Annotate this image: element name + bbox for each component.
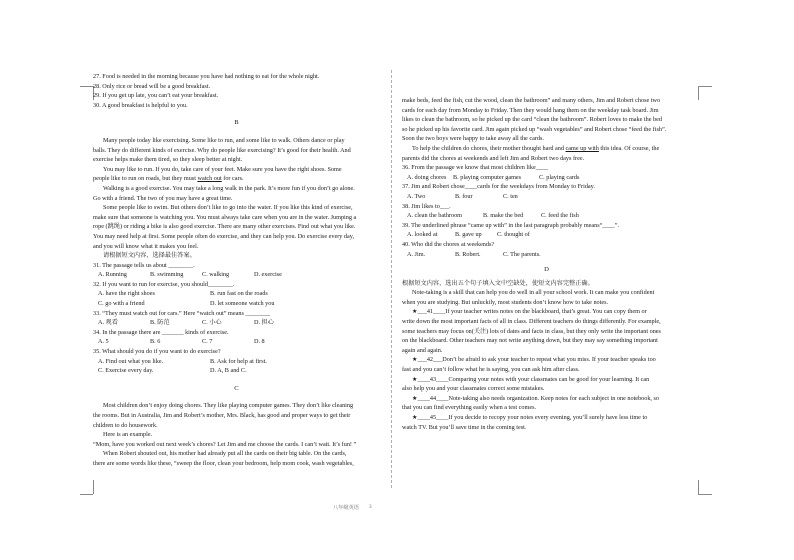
passage-line: fast and you can’t follow what he is saying, you can ask him after class. [402, 366, 580, 374]
passage-line: rope (跳绳) or riding a bike is also good exercise. There are many other exercises. Find out what you like. [93, 223, 356, 231]
passage-text: for cars. [221, 175, 244, 183]
passage-line: Most children don’t enjoy doing chores. They like playing computer games. They don’t like cleaning [103, 402, 354, 410]
question-38-options [402, 211, 691, 221]
underlined-phrase: watch out [197, 175, 222, 183]
question-38: 38. Jim likes to___. [402, 202, 451, 210]
option-c: C. playing cards [539, 173, 580, 181]
passage-line: Here is an example. [103, 431, 153, 439]
option-b: B. gave up [455, 231, 482, 239]
option-c: C. go with a friend [98, 300, 145, 308]
passage-text: people like to run on roads, but they must [93, 175, 198, 183]
option-b: B. Ask for help at first. [210, 357, 267, 365]
passage-line: cards for each day from Monday to Friday. Then they would hang them on the weekday task board. Jim [402, 106, 659, 114]
passage-line: there are some words like these, “sweep the floor, clean your bedroom, help mom cook, wash vegetables, [93, 459, 354, 467]
question-35-options [93, 357, 380, 367]
passage-line: make sure that someone is watching you. You must always take care when you are in the water. Jumping a [93, 213, 357, 221]
option-a: A. 5 [98, 338, 109, 346]
question-35: 35. What should you do if you want to do exercise? [93, 348, 221, 356]
option-c: C. 7 [202, 338, 213, 346]
option-d: D. A, B and C. [210, 367, 247, 375]
question-33-options [93, 318, 380, 328]
blank-42: ★___42___Don’t be afraid to ask your teacher to repeat what you miss. If your teacher speaks too [412, 356, 656, 364]
passage-c-continued [402, 96, 691, 163]
option-d: D. 8 [254, 338, 265, 346]
passage-line: write down the most important facts of all in class. Different teachers do things differently. For example, [402, 318, 661, 326]
passage-line: that you can find everything easily when a test comes. [402, 404, 537, 412]
option-c: C. The parents. [503, 250, 541, 258]
passage-line: You may like to run. If you do, take care of your feet. Make sure you have the right shoes. Some [103, 165, 342, 173]
option-c: C. thought of [497, 231, 530, 239]
passage-line: Note-taking is a skill that can help you do well in all your school work. It can make you confident [412, 289, 655, 297]
option-a: A. have the right shoes [98, 290, 155, 298]
question-32: 32. If you want to run for exercise, you should________. [93, 280, 235, 288]
question-35-options [93, 366, 380, 376]
question-29: 29. If you get up late, you can’t eat your breakfast. [93, 92, 219, 100]
crop-mark [80, 86, 93, 87]
question-31-options [93, 270, 380, 280]
question-31: 31. The passage tells us about ________. [93, 261, 195, 269]
option-d: D. exercise [254, 271, 282, 279]
crop-mark [698, 480, 699, 494]
option-b: B. swimming [150, 271, 184, 279]
passage-line [93, 174, 380, 184]
section-d-instructions: 根据短文内容，选出五个句子填入文中空缺处，使短文内容完整正确。 [402, 279, 594, 287]
option-c: C. feed the fish [541, 212, 579, 220]
question-36: 36. From the passage we know that most children like____ [402, 164, 549, 172]
passage-line: Many people today like exercising. Some like to run, and some like to walk. Others dance or play [103, 136, 345, 144]
crop-mark [698, 494, 712, 495]
passage-line: Some people like to swim. But others don’t like to go into the water. If you like this kind of exercise, [103, 204, 353, 212]
passage-line: the rooms. But in Australia, Jim and Robert’s mother, Mrs. Black, has good and proper ways to get their [93, 412, 351, 419]
passage-line: some teachers may focus on(关注) lots of dates and facts in class, but they only write the important ones [402, 327, 661, 335]
question-28: 28. Only rice or bread will be a good breakfast. [93, 82, 211, 90]
section-c-heading: C [234, 384, 239, 392]
passage-text: this idea. Of course, the [598, 144, 660, 152]
passage-line: likes to clean the bathroom, so he picked up the card “clean the bathroom”. Robert loves to make the bed [402, 116, 662, 124]
question-37-options [402, 192, 691, 202]
option-a: A. Running [98, 271, 127, 279]
option-a: A. Two [407, 192, 426, 200]
crop-mark [698, 86, 712, 87]
crop-mark [80, 494, 93, 495]
question-30: 30. A good breakfast is helpful to you. [93, 101, 188, 109]
column-divider [391, 70, 392, 488]
left-column [93, 72, 380, 469]
passage-line: Soon the two boys were happy to take away all the cards. [402, 135, 544, 143]
option-a: A. 观看 [98, 319, 118, 327]
section-b-heading: B [234, 119, 239, 127]
option-c: C. ten [503, 192, 518, 200]
passage-line: When Robert shouted out, his mother had already put all the cards on their big table. On the cards, [103, 450, 347, 458]
passage-line: balls. They do different kinds of exercise. Why do people like exercising? It’s good for their health. And [93, 146, 351, 154]
option-b: B. 防范 [150, 319, 170, 327]
passage-d [402, 288, 691, 432]
passage-c [93, 401, 380, 468]
passage-line: watch TV. But you’ll save time in the coming test. [402, 423, 527, 431]
option-a: A. looked at [407, 231, 438, 239]
footer-label: 八年级英语 [333, 505, 359, 511]
passage-line: make beds, feed the fish, cut the wood, clean the bathroom” and many others, Jim and Robert chose two [402, 97, 661, 104]
option-c: C. walking [202, 271, 230, 279]
passage-line: when you are studying. But unluckily, most students don’t know how to take notes. [402, 298, 609, 306]
passage-line: Walking is a good exercise. You may take a long walk in the park. It’s more fun if you don’t go alone. [103, 184, 355, 192]
passage-line: so he picked up his favorite card. Jim again picked up “wash vegetables” and Robert chose “feed the fish”. [402, 125, 667, 133]
option-b: B. make the bed [483, 212, 524, 220]
option-c: C. Exercise every day. [98, 367, 154, 375]
option-b: B. Robert. [455, 250, 481, 258]
option-a: A. Jim. [407, 250, 426, 258]
passage-line: again and again. [402, 346, 443, 354]
passage-line: children to do housework. [93, 421, 158, 429]
crop-mark [93, 480, 94, 494]
passage-b [93, 136, 380, 251]
right-column [402, 96, 691, 432]
option-b: B. run fast on the roads [210, 290, 268, 298]
blank-41: ★___41____If your teacher writes notes on the blackboard, that’s great. You can copy them or [412, 308, 647, 316]
passage-line: exercise helps make them tired, so they sleep better at night. [93, 156, 243, 164]
question-37: 37. Jim and Robert chose____cards for the weekdays from Monday to Friday. [402, 183, 595, 191]
underlined-phrase: came up with [565, 144, 599, 152]
question-39-options [402, 230, 691, 240]
section-b-instructions: 请根据短文内容，选择最佳答案。 [103, 252, 196, 260]
passage-line: You may need help at first. Some people often do exercise, and they can help you. Do exercise every day, [93, 232, 354, 240]
section-d-heading: D [544, 266, 549, 274]
question-40-options [402, 250, 691, 260]
option-b: B. playing computer games [453, 173, 522, 181]
question-39: 39. The underlined phrase “came up with” in the last paragraph probably means“____”. [402, 221, 620, 229]
question-40: 40. Who did the chores at weekends? [402, 240, 495, 248]
passage-line: “Mom, have you worked out next week’s chores? Let Jim and me choose the cards. I can’t wait. It’s fun! ” [93, 440, 357, 448]
question-34: 34. In the passage there are _______ kinds of exercise. [93, 328, 229, 336]
option-d: D. let someone watch you [210, 300, 275, 308]
question-34-options [93, 337, 380, 347]
passage-line: and you will know what it makes you feel. [93, 242, 199, 250]
option-b: B. 6 [150, 338, 161, 346]
option-a: A. doing chores [407, 173, 447, 181]
option-b: B. four [455, 192, 473, 200]
question-32-options [93, 289, 380, 299]
option-a: A. clean the bathroom [407, 212, 462, 220]
question-27: 27. Food is needed in the morning because you have had nothing to eat for the whole night. [93, 73, 320, 80]
blank-45: ★____45____If you decide to recopy your notes every evening, you’ll surely have less time to [412, 414, 648, 421]
page-number: 3 [369, 504, 372, 510]
crop-mark [698, 86, 699, 100]
question-32-options [93, 299, 380, 309]
passage-line: Go with a friend. The two of you may have a great time. [93, 194, 233, 202]
option-d: D. 担心 [254, 319, 274, 327]
passage-line: on the blackboard. Other teachers may not write anything down, but they may say something important [402, 337, 658, 345]
question-36-options [402, 173, 691, 183]
blank-44: ★____44____Note-taking also needs organization. Keep notes for each subject in one notebook, so [412, 394, 660, 402]
question-33: 33. “They must watch out for cars.” Here “watch out” means ________ [93, 309, 271, 317]
blank-43: ★____43____Comparing your notes with your classmates can be good for your learning. It can [412, 375, 650, 383]
passage-line: parents did the chores at weekends and left Jim and Robert two days free. [402, 154, 585, 162]
passage-line: also help you and your classmates correct some mistakes. [402, 385, 545, 393]
passage-text: To help the children do chores, their mother thought hard and [412, 144, 566, 152]
option-a: A. Find out what you like. [98, 357, 164, 365]
passage-line [402, 144, 691, 154]
option-c: C. 小心 [202, 319, 222, 327]
